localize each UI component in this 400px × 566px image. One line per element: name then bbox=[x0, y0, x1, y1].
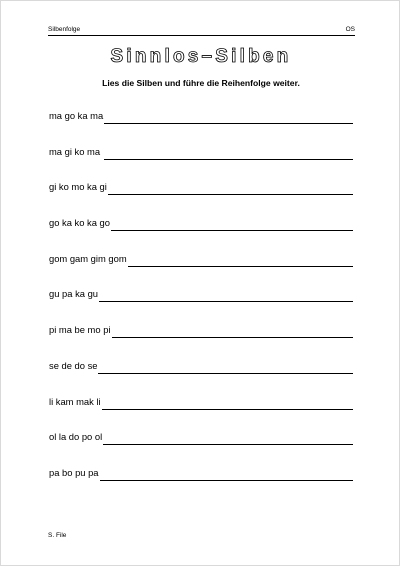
syllable-sequence: pa bo pu pa bbox=[49, 466, 99, 478]
syllable-sequence: pi ma be mo pi bbox=[49, 324, 111, 336]
answer-line[interactable] bbox=[104, 141, 353, 160]
answer-line[interactable] bbox=[104, 105, 353, 124]
exercise-row bbox=[49, 319, 353, 355]
answer-line[interactable] bbox=[100, 462, 353, 481]
exercise-row bbox=[49, 391, 353, 427]
page-header bbox=[48, 25, 355, 36]
exercise-row bbox=[49, 141, 353, 177]
answer-line[interactable] bbox=[111, 212, 353, 231]
syllable-sequence: ma go ka ma bbox=[49, 110, 104, 121]
syllable-sequence: gu pa ka gu bbox=[49, 288, 98, 300]
header-subject: OS bbox=[345, 26, 355, 33]
exercise-row bbox=[49, 176, 353, 212]
syllable-sequence: gi ko mo ka gi bbox=[49, 181, 107, 193]
answer-line[interactable] bbox=[98, 355, 353, 374]
syllable-sequence: se de do se bbox=[49, 359, 98, 371]
worksheet-instruction: Lies die Silben und führe die Reihenfolge weiter. bbox=[102, 78, 300, 88]
exercise-list bbox=[49, 105, 353, 498]
answer-line[interactable] bbox=[108, 176, 353, 195]
exercise-row bbox=[49, 355, 353, 391]
syllable-sequence: gom gam gim gom bbox=[49, 252, 127, 264]
exercise-row bbox=[49, 248, 353, 284]
answer-line[interactable] bbox=[103, 426, 353, 445]
answer-line[interactable] bbox=[99, 283, 353, 302]
worksheet-title: Sinnlos–Silben bbox=[110, 46, 292, 67]
exercise-row bbox=[49, 426, 353, 462]
syllable-sequence: go ka ko ka go bbox=[49, 217, 110, 229]
answer-line[interactable] bbox=[112, 319, 354, 338]
exercise-row bbox=[49, 105, 353, 141]
exercise-row bbox=[49, 283, 353, 319]
syllable-sequence: li kam mak li bbox=[49, 395, 101, 407]
syllable-sequence: ma gi ko ma bbox=[49, 145, 103, 157]
header-topic: Silbenfolge bbox=[48, 26, 81, 33]
answer-line[interactable] bbox=[102, 391, 353, 410]
exercise-row bbox=[49, 462, 353, 498]
page-footer: S. File bbox=[48, 532, 67, 539]
syllable-sequence: ol la do po ol bbox=[49, 431, 103, 443]
exercise-row bbox=[49, 212, 353, 248]
answer-line[interactable] bbox=[128, 248, 353, 267]
